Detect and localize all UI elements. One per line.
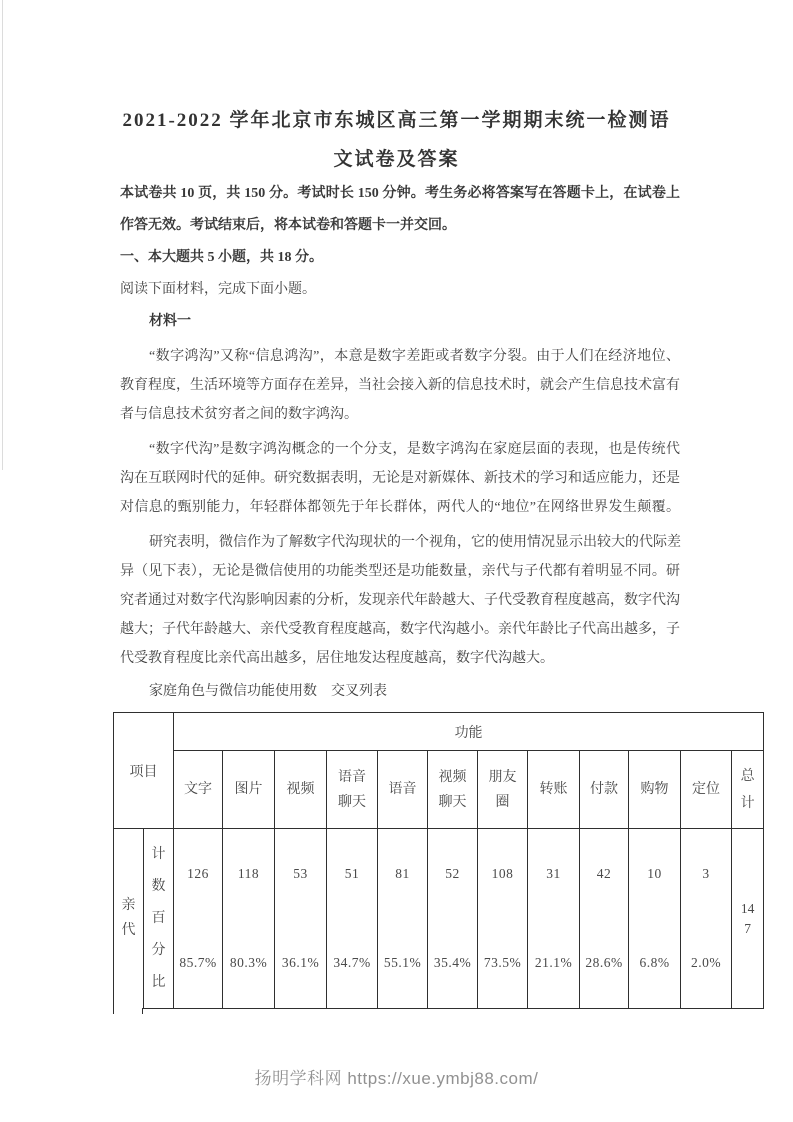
paragraph-line: 研究表明，微信作为了解数字代沟现状的一个视角，它的使用情况显示出较大的代际差 (149, 535, 681, 550)
data-cell-payment (580, 829, 629, 1009)
paragraph-line: “数字鸿沟”又称“信息鸿沟”，本意是数字差距或者数字分裂。由于人们在经济地位、 (149, 349, 680, 364)
paragraph-line: 异（见下表），无论是微信使用的功能类型还是功能数量，亲代与子代都有着明显不同。研 (120, 564, 680, 579)
count-value: 52 (445, 866, 460, 881)
column-header-text: 文字 (174, 751, 223, 829)
column-header-shopping: 购物 (629, 751, 681, 829)
document-body (120, 178, 680, 706)
total-value-line: 7 (744, 921, 751, 936)
data-cell-voice-chat (327, 829, 378, 1009)
percent-value: 55.1% (383, 955, 422, 970)
paragraph-line: “数字代沟”是数字鸿沟概念的一个分支，是数字鸿沟在家庭层面的表现，也是传统代 (149, 442, 680, 457)
data-cell-video (275, 829, 327, 1009)
percent-value: 36.1% (281, 955, 320, 970)
count-value: 81 (395, 866, 410, 881)
data-cell-voice (378, 829, 428, 1009)
paragraph-line: 代受教育程度比亲代高出越多，居住地发达程度越高，数字代沟越大。 (120, 651, 554, 666)
column-header-location: 定位 (681, 751, 732, 829)
function-header-label: 功能 (454, 725, 483, 741)
title-line-1: 2021-2022 学年北京市东城区高三第一学期期末统一检测语 (122, 110, 671, 131)
item-header-label: 项目 (129, 764, 158, 780)
reading-instruction: 阅读下面材料，完成下面小题。 (120, 282, 316, 297)
data-cell-transfer (528, 829, 580, 1009)
column-header-voice: 语音 (378, 751, 428, 829)
percent-value: 80.3% (229, 955, 268, 970)
section-heading: 一、本大题共 5 小题，共 18 分。 (120, 250, 323, 265)
footer-watermark: 扬明学科网 https://xue.ymbj88.com/ (254, 1069, 539, 1088)
paragraph-2 (120, 435, 680, 522)
percent-value: 34.7% (333, 955, 371, 970)
paragraph-3 (120, 528, 680, 673)
material-label: 材料一 (149, 314, 191, 329)
count-value: 108 (491, 866, 514, 881)
paragraph-line: 究者通过对数字代沟影响因素的分析，发现亲代年龄越大、子代受教育程度越高，数字代沟 (120, 593, 680, 608)
count-value: 3 (702, 866, 710, 881)
count-value: 42 (596, 866, 612, 881)
data-cell-moments (478, 829, 528, 1009)
corner-header-cell (114, 713, 174, 829)
percent-value: 73.5% (483, 955, 522, 970)
crosstab-table (113, 712, 764, 1009)
notice-line: 作答无效。考试结束后，将本试卷和答题卡一并交回。 (120, 218, 456, 233)
scan-artifact-line (2, 0, 3, 470)
notice-line: 本试卷共 10 页，共 150 分。考试时长 150 分钟。考生务必将答案写在答题卡上，在试卷上 (120, 186, 680, 201)
paragraph-line: 越大；子代年龄越大、亲代受教育程度越高，数字代沟越小。亲代年龄比子代高出越多，子 (120, 622, 680, 637)
column-header-moments: 朋友 圈 (478, 751, 528, 829)
percent-value: 21.1% (534, 955, 573, 970)
title-line-2: 文试卷及答案 (333, 149, 460, 170)
row-group-cell-parent-generation: 亲 代 (114, 829, 144, 1009)
count-value: 118 (237, 866, 260, 881)
data-cell-video-chat (428, 829, 478, 1009)
data-cell-picture (223, 829, 275, 1009)
count-value: 10 (647, 866, 662, 881)
page-title (0, 101, 793, 179)
function-group-header-cell (174, 713, 764, 751)
data-cell-text (174, 829, 223, 1009)
count-value: 53 (293, 866, 308, 881)
total-value-line: 14 (740, 901, 755, 916)
column-header-picture: 图片 (223, 751, 275, 829)
percent-value: 28.6% (585, 955, 623, 970)
column-header-video-chat: 视频 聊天 (428, 751, 478, 829)
table-continuation-stub (142, 1008, 143, 1014)
percent-value: 2.0% (690, 955, 722, 970)
percent-value: 35.4% (433, 955, 472, 970)
data-cell-location (681, 829, 732, 1009)
paragraph-1 (120, 342, 680, 429)
count-value: 31 (546, 866, 561, 881)
column-header-video: 视频 (275, 751, 327, 829)
count-value: 126 (187, 866, 209, 881)
column-header-voice-chat: 语音 聊天 (327, 751, 378, 829)
percent-value: 6.8% (639, 955, 670, 970)
column-header-transfer: 转账 (528, 751, 580, 829)
column-header-total: 总 计 (732, 751, 764, 829)
paragraph-line: 者与信息技术贫穷者之间的数字鸿沟。 (120, 407, 358, 422)
paragraph-line: 教育程度，生活环境等方面存在差异，当社会接入新的信息技术时，就会产生信息技术富有 (120, 378, 680, 393)
paragraph-line: 沟在互联网时代的延伸。研究数据表明，无论是对新媒体、新技术的学习和适应能力，还是 (120, 471, 680, 486)
table-continuation-stub (113, 1008, 114, 1014)
count-value: 51 (344, 866, 360, 881)
table-caption: 家庭角色与微信功能使用数 交叉列表 (149, 684, 387, 699)
paragraph-line: 对信息的甄别能力，年轻群体都领先于年长群体，两代人的“地位”在网络世界发生颠覆。 (120, 500, 680, 515)
metric-labels-cell: 计 数 百 分 比 (144, 829, 174, 1009)
data-cell-shopping (629, 829, 681, 1009)
data-cell-total (732, 829, 764, 1009)
column-header-payment: 付款 (580, 751, 629, 829)
percent-value: 85.7% (179, 955, 217, 970)
